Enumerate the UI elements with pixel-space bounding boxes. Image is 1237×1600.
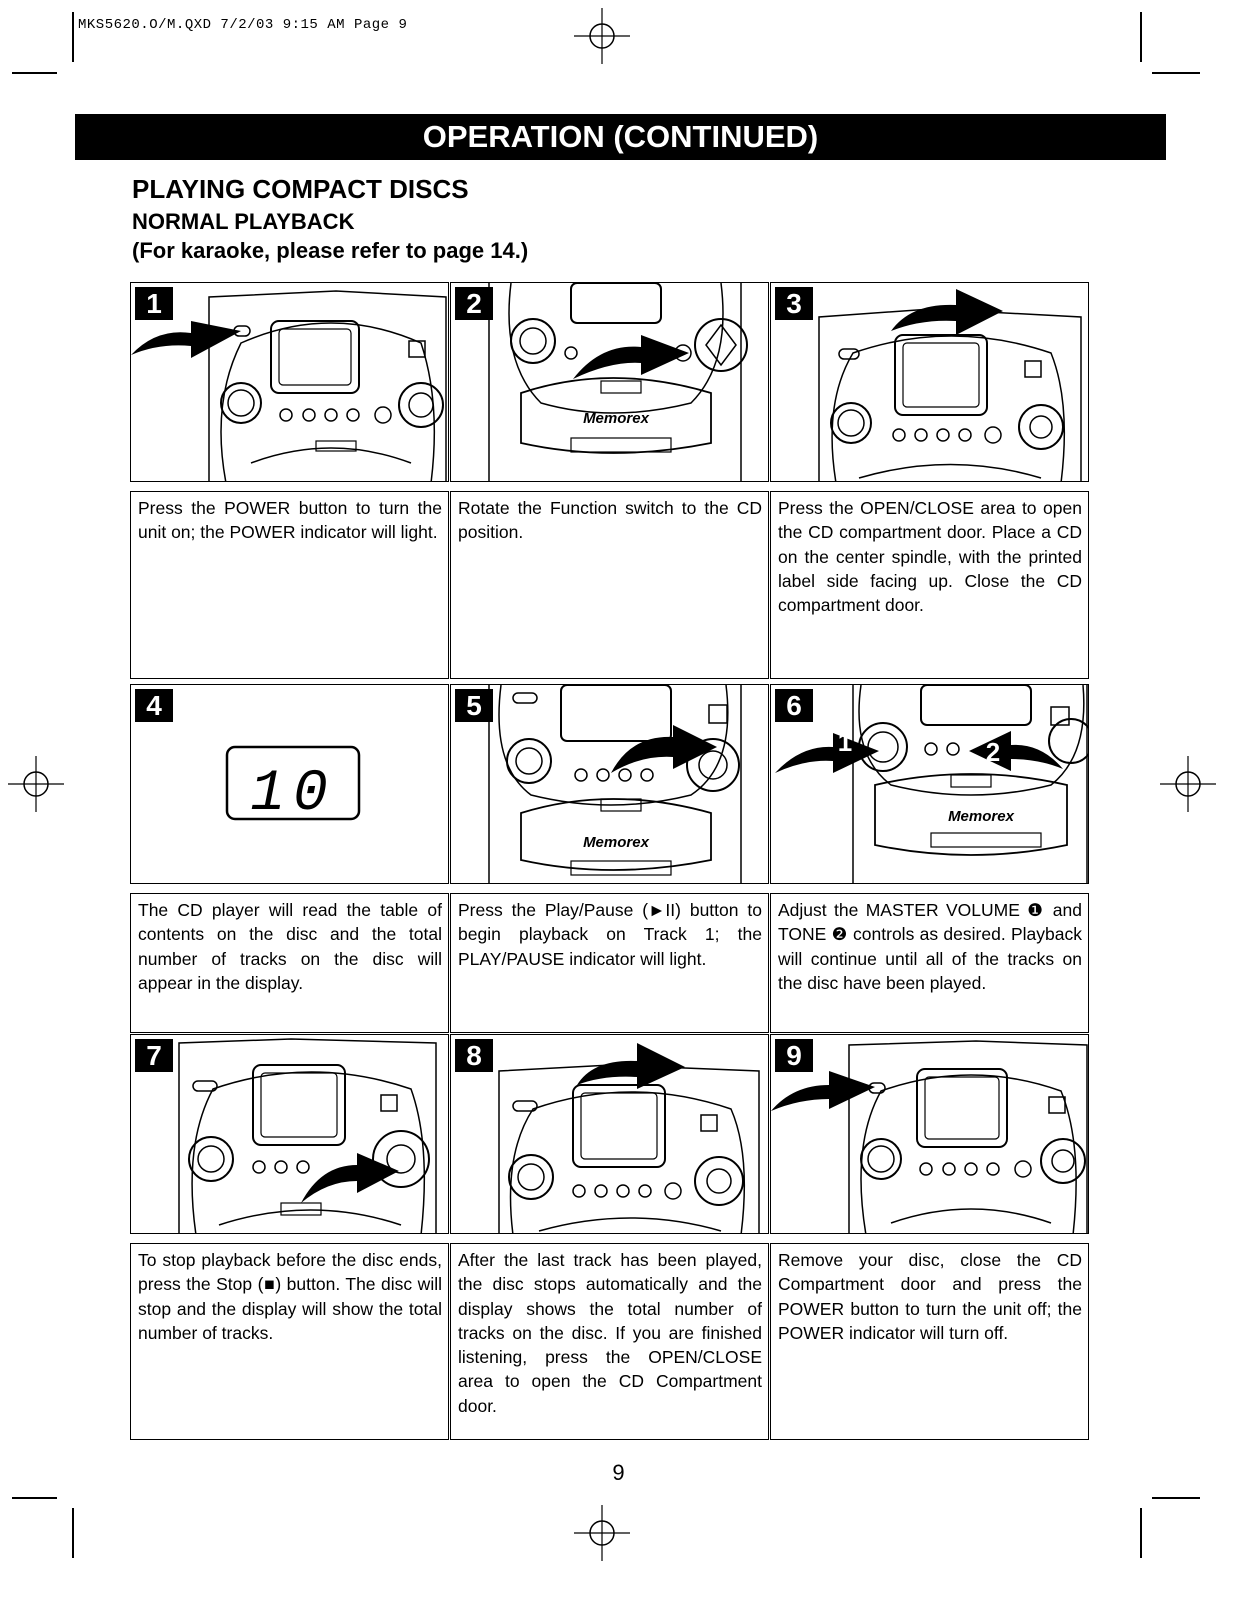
step-5-illustration — [450, 684, 769, 884]
crop-mark — [72, 1508, 74, 1558]
step-5-text: Press the Play/Pause (►II) button to begin playback on Track 1; the PLAY/PAUSE indicator will light. — [450, 893, 769, 1033]
steps-grid — [130, 282, 1105, 1458]
karaoke-machine-icon — [131, 283, 449, 482]
step-2-illustration — [450, 282, 769, 482]
karaoke-note: (For karaoke, please refer to page 14.) — [132, 238, 529, 263]
step-6-illustration — [770, 684, 1089, 884]
callout-1: 1 — [837, 727, 853, 757]
karaoke-machine-icon — [771, 283, 1089, 482]
section-banner — [75, 114, 1166, 160]
karaoke-machine-icon — [771, 685, 1089, 884]
brand-label: Memorex — [583, 410, 649, 427]
crop-mark — [72, 12, 74, 62]
registration-mark-right — [1160, 756, 1216, 812]
step-1-illustration — [130, 282, 449, 482]
brand-label: Memorex — [948, 808, 1014, 825]
subsection-title: NORMAL PLAYBACK — [132, 209, 355, 234]
banner-title: OPERATION (CONTINUED) — [422, 119, 819, 154]
step-number: 3 — [775, 287, 813, 320]
registration-mark-left — [8, 756, 64, 812]
step-number: 8 — [455, 1039, 493, 1072]
crop-mark — [12, 72, 57, 74]
step-number: 6 — [775, 689, 813, 722]
karaoke-machine-icon — [771, 1035, 1089, 1234]
karaoke-machine-icon — [451, 1035, 769, 1234]
step-7-text: To stop playback before the disc ends, press the Stop (■) button. The disc will stop and the display will show the total number of tracks. — [130, 1243, 449, 1440]
crop-mark — [1152, 1497, 1200, 1499]
display-readout: 10 — [250, 762, 336, 827]
section-title: PLAYING COMPACT DISCS — [132, 174, 469, 204]
karaoke-machine-icon — [451, 685, 769, 884]
step-7-illustration — [130, 1034, 449, 1234]
registration-mark-bottom — [574, 1505, 630, 1561]
step-number: 2 — [455, 287, 493, 320]
callout-2: 2 — [985, 737, 1001, 767]
registration-mark-top — [574, 8, 630, 64]
step-4-text: The CD player will read the table of contents on the disc and the total number of tracks on the disc will appear in the display. — [130, 893, 449, 1033]
step-3-text: Press the OPEN/CLOSE area to open the CD compartment door. Place a CD on the center spindle, with the printed label side facing up. Close the CD compartment door. — [770, 491, 1089, 679]
step-4-illustration — [130, 684, 449, 884]
crop-mark — [1152, 72, 1200, 74]
step-number: 1 — [135, 287, 173, 320]
crop-mark — [1140, 1508, 1142, 1558]
step-9-illustration — [770, 1034, 1089, 1234]
brand-label: Memorex — [583, 834, 649, 851]
lcd-display-icon — [131, 685, 449, 884]
crop-mark — [1140, 12, 1142, 62]
step-number: 5 — [455, 689, 493, 722]
step-number: 7 — [135, 1039, 173, 1072]
step-2-text: Rotate the Function switch to the CD position. — [450, 491, 769, 679]
step-1-text: Press the POWER button to turn the unit on; the POWER indicator will light. — [130, 491, 449, 679]
step-8-illustration — [450, 1034, 769, 1234]
step-3-illustration — [770, 282, 1089, 482]
step-number: 9 — [775, 1039, 813, 1072]
page-number: 9 — [612, 1460, 625, 1485]
file-slug: MKS5620.O/M.QXD 7/2/03 9:15 AM Page 9 — [78, 17, 408, 33]
step-number: 4 — [135, 689, 173, 722]
karaoke-machine-icon — [131, 1035, 449, 1234]
crop-mark — [12, 1497, 57, 1499]
step-8-text: After the last track has been played, the disc stops automatically and the display shows the total number of tracks on the disc. If you are finished listening, press the OPEN/CLOSE area to open the CD Compartment door. — [450, 1243, 769, 1440]
karaoke-machine-icon — [451, 283, 769, 482]
step-9-text: Remove your disc, close the CD Compartment door and press the POWER button to turn the unit off; the POWER indicator will turn off. — [770, 1243, 1089, 1440]
step-6-text: Adjust the MASTER VOLUME ❶ and TONE ❷ controls as desired. Playback will continue until all of the tracks on the disc have been played. — [770, 893, 1089, 1033]
